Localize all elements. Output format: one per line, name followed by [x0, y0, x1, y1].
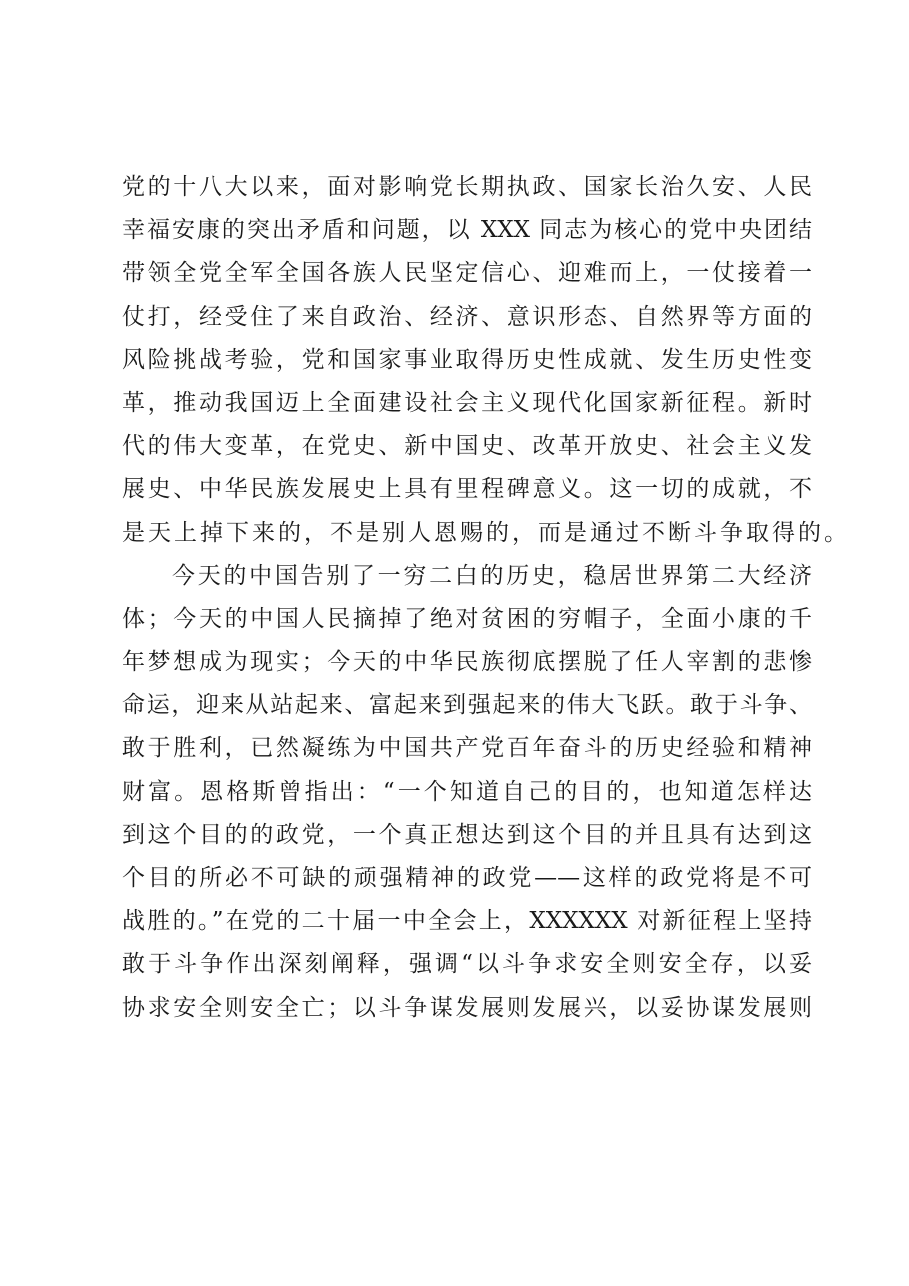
text-line: 敢于斗争作出深刻阐释，强调“以斗争求安全则安全存，以妥 — [122, 951, 812, 978]
text-line: 协求安全则安全亡；以斗争谋发展则发展兴，以妥协谋发展则 — [122, 994, 812, 1021]
text-line: 财富。恩格斯曾指出：“一个知道自己的目的，也知道怎样达 — [122, 778, 812, 805]
text-line: 年梦想成为现实；今天的中华民族彻底摆脱了任人宰割的悲惨 — [122, 649, 812, 676]
paragraph-first-line: 今天的中国告别了一穷二白的历史，稳居世界第二大经济 — [172, 562, 812, 589]
text-line: 个目的所必不可缺的顽强精神的政党——这样的政党将是不可 — [122, 865, 812, 891]
text-line: 战胜的。”在党的二十届一中全会上，XXXXXX 对新征程上坚持 — [122, 908, 812, 935]
text-line: 党的十八大以来，面对影响党长期执政、国家长治久安、人民 — [122, 174, 812, 200]
text-line: 风险挑战考验，党和国家事业取得历史性成就、发生历史性变 — [122, 346, 812, 373]
text-line: 到这个目的的政党，一个真正想达到这个目的并且具有达到这 — [122, 821, 812, 848]
text-line: 展史、中华民族发展史上具有里程碑意义。这一切的成就，不 — [122, 476, 812, 503]
text-line: 带领全党全军全国各族人民坚定信心、迎难而上，一仗接着一 — [122, 260, 812, 287]
text-line: 体；今天的中国人民摘掉了绝对贫困的穷帽子，全面小康的千 — [122, 605, 812, 632]
text-line: 仗打，经受住了来自政治、经济、意识形态、自然界等方面的 — [122, 303, 812, 330]
text-line: 命运，迎来从站起来、富起来到强起来的伟大飞跃。敢于斗争、 — [122, 692, 812, 719]
body-text — [122, 166, 850, 1030]
text-line: 是天上掉下来的，不是别人恩赐的，而是通过不断斗争取得的。 — [122, 519, 850, 546]
text-line: 代的伟大变革，在党史、新中国史、改革开放史、社会主义发 — [122, 433, 812, 460]
text-line: 幸福安康的突出矛盾和问题，以 XXX 同志为核心的党中央团结 — [122, 217, 812, 244]
text-line: 敢于胜利，已然凝练为中国共产党百年奋斗的历史经验和精神 — [122, 735, 812, 762]
text-line: 革，推动我国迈上全面建设社会主义现代化国家新征程。新时 — [122, 389, 812, 416]
